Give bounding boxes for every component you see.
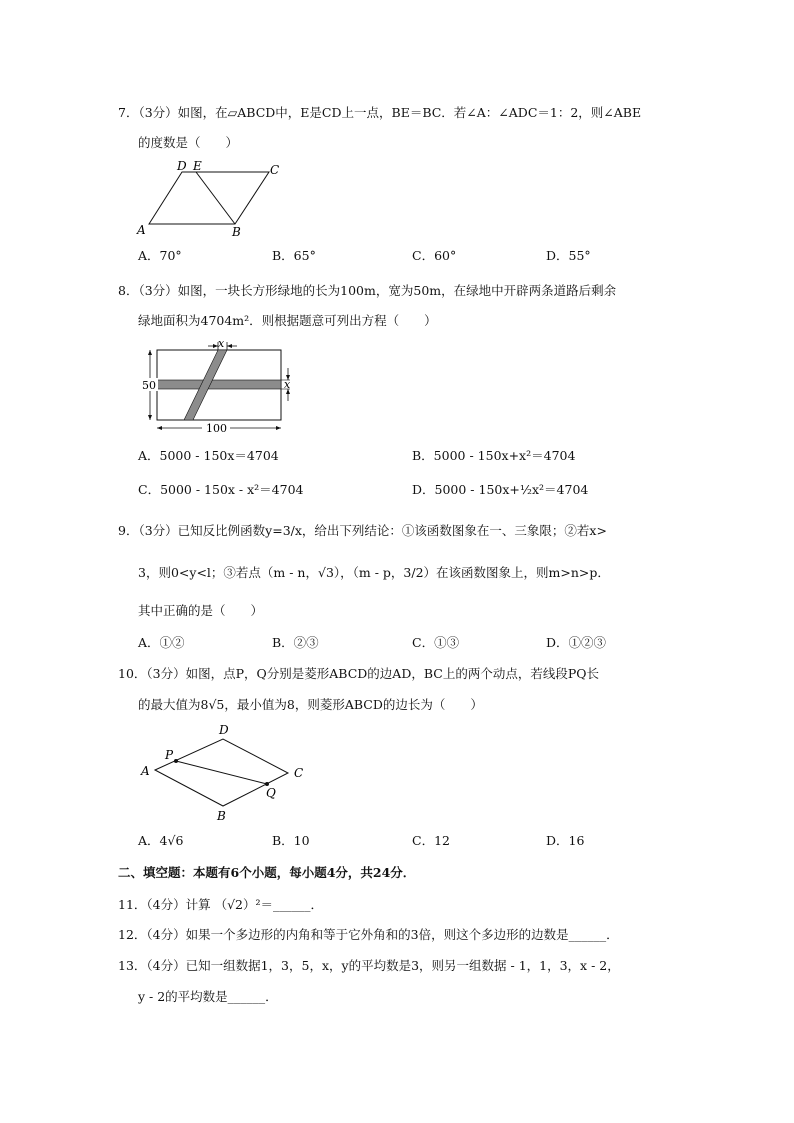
label-d: D	[177, 160, 187, 173]
q8-option-a[interactable]: A．5000 - 150x＝4704	[138, 448, 279, 463]
q7-option-a[interactable]: A．70°	[138, 248, 182, 263]
label-c: C	[294, 766, 304, 780]
q9-option-d[interactable]: D．①②③	[546, 635, 607, 650]
road-width-label-right: x	[284, 378, 291, 391]
q8-green-field-figure	[138, 338, 308, 438]
q7-option-c[interactable]: C．60°	[412, 248, 457, 263]
q8-option-d[interactable]: D．5000 - 150x+½x²＝4704	[412, 482, 589, 497]
label-a: A	[137, 223, 146, 237]
q9-line1: 9．（3分）已知反比例函数y=3/x，给出下列结论：①该函数图象在一、三象限；②若x>	[118, 523, 607, 538]
label-c: C	[270, 163, 280, 177]
label-p: P	[165, 748, 174, 762]
q10-line2: 的最大值为8√5，最小值为8，则菱形ABCD的边长为（ ）	[138, 697, 483, 712]
q9-option-c[interactable]: C．①③	[412, 635, 460, 650]
q9-option-a[interactable]: A．①②	[138, 635, 185, 650]
q8-line1: 8．（3分）如图，一块长方形绿地的长为100m，宽为50m，在绿地中开辟两条道路后剩余	[118, 283, 617, 298]
q10-option-c[interactable]: C．12	[412, 833, 450, 848]
q9-line3: 其中正确的是（ ）	[138, 603, 264, 618]
label-q: Q	[266, 786, 276, 800]
q8-line2: 绿地面积为4704m²．则根据题意可列出方程（ ）	[138, 313, 437, 328]
label-e: E	[193, 160, 202, 173]
label-d: D	[219, 723, 229, 737]
q12-line: 12．（4分）如果一个多边形的内角和等于它外角和的3倍，则这个多边形的边数是______．	[118, 927, 619, 942]
q13-line1: 13．（4分）已知一组数据1，3，5，x，y的平均数是3，则另一组数据 - 1，1，3，x - 2，	[118, 958, 620, 973]
road-width-label-top: x	[218, 338, 225, 350]
width-label: 50	[142, 379, 156, 392]
horizontal-road	[157, 380, 281, 389]
q7-line2: 的度数是（ ）	[138, 135, 239, 150]
label-b: B	[217, 809, 226, 820]
q7-line1: 7．（3分）如图，在▱ABCD中，E是CD上一点，BE＝BC．若∠A：∠ADC＝1：2，则∠ABE	[118, 105, 642, 120]
q8-option-b[interactable]: B．5000 - 150x+x²＝4704	[412, 448, 576, 463]
segment-be	[196, 172, 235, 224]
q7-parallelogram-figure	[135, 160, 285, 240]
q13-line2: y - 2的平均数是______．	[138, 989, 278, 1004]
q10-option-d[interactable]: D．16	[546, 833, 585, 848]
q10-rhombus-figure	[138, 720, 318, 820]
label-a: A	[141, 764, 150, 778]
q8-option-c[interactable]: C．5000 - 150x - x²＝4704	[138, 482, 304, 497]
q10-option-b[interactable]: B．10	[272, 833, 310, 848]
q9-option-b[interactable]: B．②③	[272, 635, 319, 650]
q9-line2: 3，则0<y<l；③若点（m - n，√3），（m - p，3/2）在该函数图象上，则m>n>p．	[138, 565, 610, 580]
parallelogram-abcd	[149, 172, 269, 224]
length-label: 100	[206, 422, 227, 435]
label-b: B	[232, 225, 241, 239]
q7-option-b[interactable]: B．65°	[272, 248, 316, 263]
q11-line: 11．（4分）计算 （√2）²＝______．	[118, 897, 324, 912]
segment-pq	[176, 761, 267, 784]
q10-line1: 10．（3分）如图，点P，Q分别是菱形ABCD的边AD，BC上的两个动点，若线段PQ长	[118, 666, 599, 681]
q10-option-a[interactable]: A．4√6	[138, 833, 184, 848]
section-2-heading: 二、填空题：本题有6个小题，每小题4分，共24分．	[118, 865, 416, 880]
q7-option-d[interactable]: D．55°	[546, 248, 591, 263]
